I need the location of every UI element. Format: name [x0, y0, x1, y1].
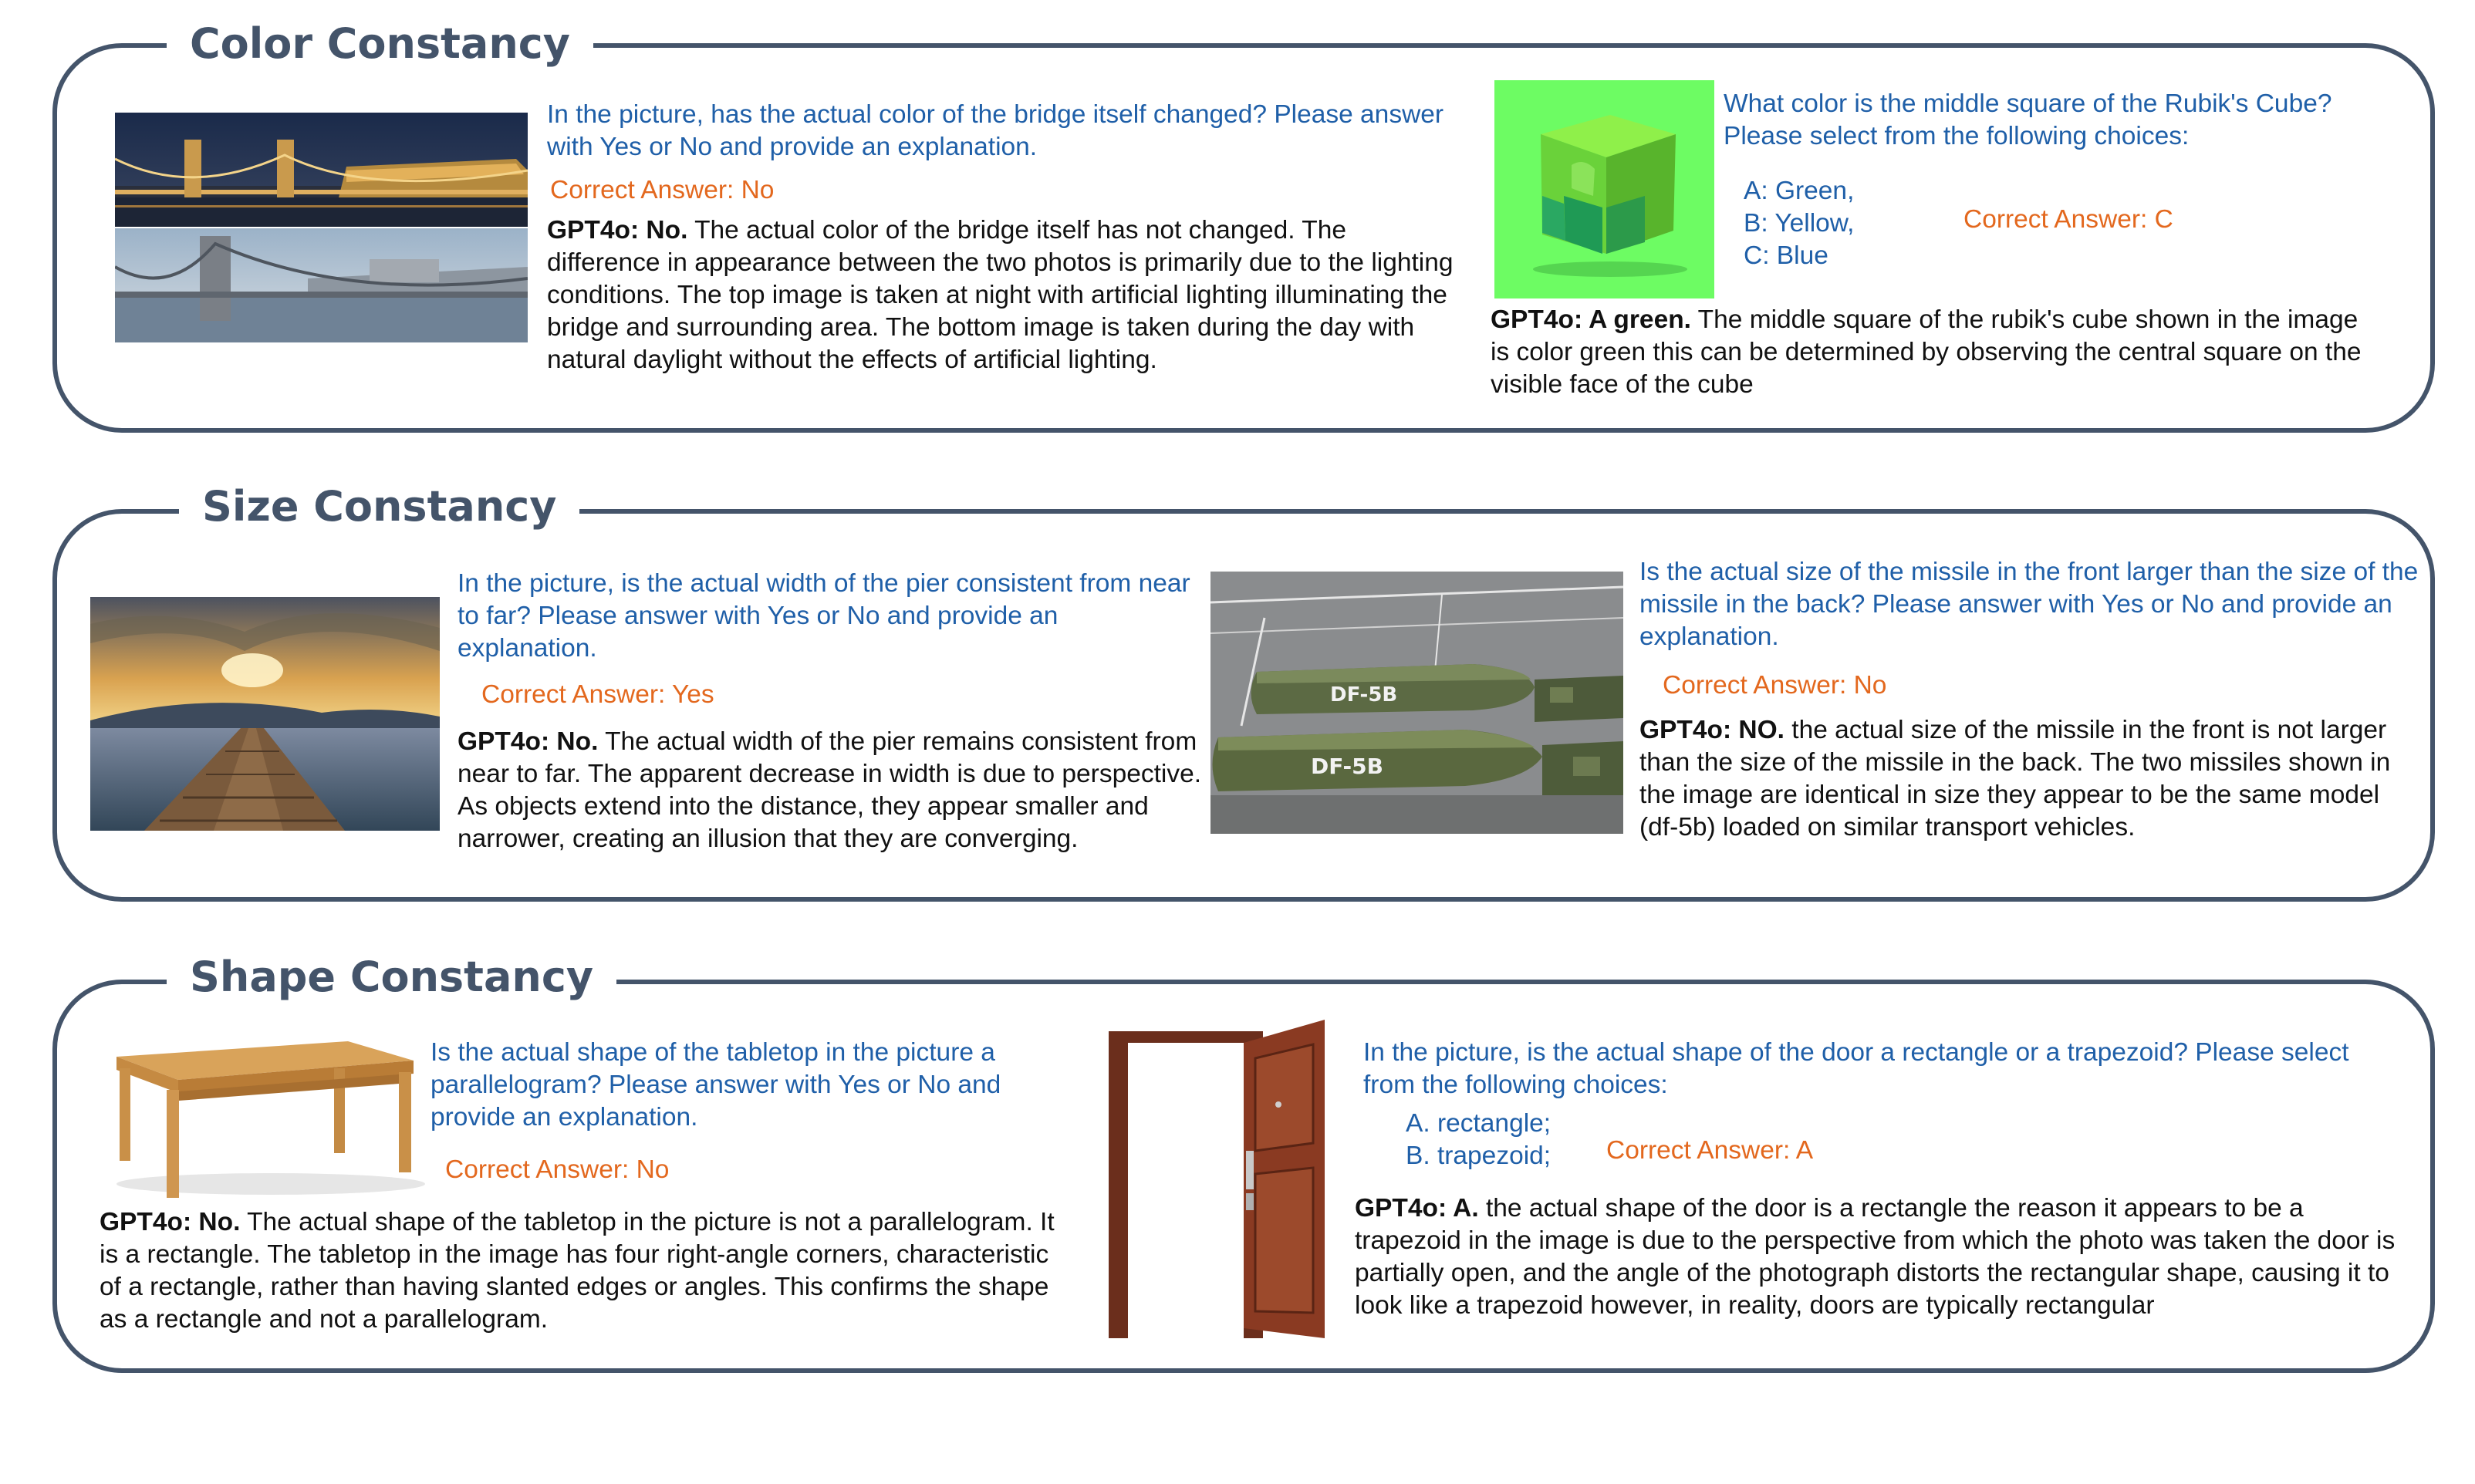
shape-right-question: In the picture, is the actual shape of the door a rectangle or a trapezoid? Please select from the following choices:	[1363, 1038, 2349, 1099]
missile-photo	[1210, 572, 1623, 834]
shape-left-response-label: GPT4o: No.	[100, 1208, 241, 1236]
size-right-response	[1639, 714, 2419, 844]
size-left-response-text: The actual width of the pier remains consistent from near to far. The apparent decrease in width is due to perspective. As objects extend into the distance, they appear smaller and narrower, creating an illusion that they are converging.	[458, 727, 1202, 853]
shape-left-answer: Correct Answer: No	[445, 1155, 670, 1184]
color-left-response-label: GPT4o: No.	[547, 216, 688, 245]
rubiks-cube-photo	[1494, 80, 1714, 298]
shape-right-answer: Correct Answer: A	[1606, 1136, 1814, 1165]
color-right-question: What color is the middle square of the Rubik's Cube? Please select from the following choices:	[1724, 89, 2332, 150]
color-right-choice-a: A: Green,	[1744, 177, 1855, 205]
color-right-response-label: GPT4o: A green.	[1491, 305, 1691, 334]
pier-photo	[90, 597, 440, 831]
shape-left-response	[100, 1206, 1064, 1336]
table-photo	[93, 1030, 431, 1205]
color-left-response-text: The actual color of the bridge itself has not changed. The difference in appearance between the two photos is primarily due to the lighting conditions. The top image is taken at night with artificial lighting illuminating the bridge and surrounding area. The bottom image is taken during the day with natural daylight without the effects of artificial lighting.	[547, 216, 1454, 374]
shape-right-choice-b: B. trapezoid;	[1406, 1142, 1552, 1170]
color-right-choice-c: C: Blue	[1744, 241, 1828, 270]
bridge-photo	[115, 113, 528, 342]
shape-left-response-text: The actual shape of the tabletop in the picture is not a parallelogram. It is a rectangle. The tabletop in the image has four right-angle corners, characteristic of a rectangle, rather than having slanted edges or angles. This confirms the shape as a rectangle and not a parallelogram.	[100, 1208, 1055, 1334]
door-photo	[1109, 1020, 1332, 1338]
color-right-choice-b: B: Yellow,	[1744, 209, 1855, 238]
size-left-answer: Correct Answer: Yes	[481, 680, 714, 709]
color-left-question: In the picture, has the actual color of the bridge itself changed? Please answer with Yes or No and provide an explanation.	[547, 100, 1444, 161]
size-right-response-text: the actual size of the missile in the front is not larger than the size of the missile in the back. The two missiles shown in the image are identical in size they appear to be the same model (df-5b) loaded on similar transport vehicles.	[1639, 716, 2391, 841]
size-left-response	[458, 726, 1202, 855]
missile-front-label: DF-5B	[1311, 754, 1383, 779]
color-right-response-text: The middle square of the rubik's cube shown in the image is color green this can be determined by observing the central square on the visible face of the cube	[1491, 305, 2362, 399]
size-constancy-title: Size Constancy	[179, 480, 579, 534]
size-right-question: Is the actual size of the missile in the front larger than the size of the missile in the back? Please answer with Yes or No and provide an explanation.	[1639, 558, 2419, 651]
shape-constancy-title: Shape Constancy	[167, 950, 616, 1004]
size-right-answer: Correct Answer: No	[1663, 671, 1887, 700]
color-left-answer: Correct Answer: No	[550, 176, 775, 204]
missile-back-label: DF-5B	[1330, 683, 1398, 707]
shape-right-response-label: GPT4o: A.	[1355, 1194, 1479, 1223]
size-right-response-label: GPT4o: NO.	[1639, 716, 1784, 744]
color-right-response	[1491, 304, 2362, 401]
shape-right-response-text: the actual shape of the door is a rectangle the reason it appears to be a trapezoid in the image is due to the perspective from which the photo was taken the door is partially open, and the angle of the photograph distorts the rectangular shape, causing it to look like a trapezoid however, in reality, doors are typically rectangular	[1355, 1194, 2396, 1320]
color-left-response	[547, 214, 1457, 376]
shape-left-question: Is the actual shape of the tabletop in the picture a parallelogram? Please answer with Yes or No and provide an explanation.	[431, 1038, 1001, 1132]
shape-right-choice-a: A. rectangle;	[1406, 1109, 1552, 1138]
shape-right-response	[1355, 1192, 2404, 1322]
color-right-answer: Correct Answer: C	[1963, 205, 2173, 234]
size-left-response-label: GPT4o: No.	[458, 727, 599, 756]
size-left-question: In the picture, is the actual width of the pier consistent from near to far? Please answer with Yes or No and provide an explanation.	[458, 569, 1190, 663]
color-constancy-title: Color Constancy	[167, 17, 593, 71]
